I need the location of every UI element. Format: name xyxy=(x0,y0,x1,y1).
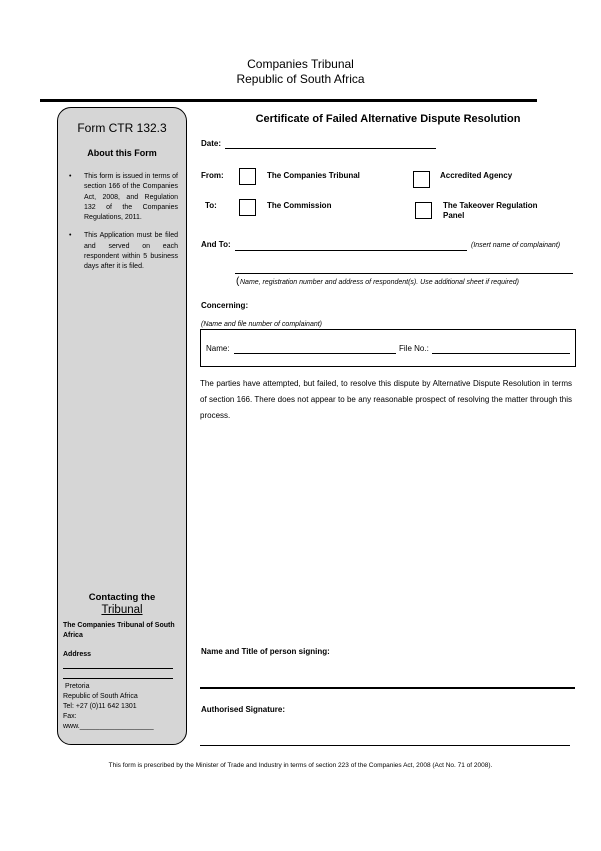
complainant-field[interactable] xyxy=(235,250,467,251)
and-to-label: And To: xyxy=(201,240,231,249)
signature-label: Authorised Signature: xyxy=(201,705,286,714)
address-line-1[interactable] xyxy=(63,668,173,669)
file-number-field[interactable] xyxy=(432,353,570,354)
signer-field[interactable] xyxy=(200,687,575,689)
sidebar-panel xyxy=(57,107,187,745)
to-option-commission: The Commission xyxy=(267,201,332,210)
respondent-field[interactable] xyxy=(235,273,573,274)
to-checkbox-commission[interactable] xyxy=(239,199,256,216)
address-label: Address xyxy=(63,651,92,658)
org-country: Republic of South Africa xyxy=(236,72,365,86)
about-item: • This Application must be filed and served on each respondent within 5 business days after it is filed. xyxy=(66,231,178,272)
date-label: Date: xyxy=(201,139,222,148)
form-number: Form CTR 132.3 xyxy=(77,121,167,135)
concerning-box xyxy=(200,329,576,367)
complainant-hint: (Insert name of complainant) xyxy=(471,242,561,249)
name-field[interactable] xyxy=(234,353,396,354)
signature-field[interactable] xyxy=(200,745,570,746)
file-number-label: File No.: xyxy=(399,344,429,353)
address-line-2[interactable] xyxy=(63,678,173,679)
date-field[interactable] xyxy=(225,148,436,149)
to-option-takeover-panel: The Takeover Regulation Panel xyxy=(443,201,538,220)
concerning-hint: (Name and file number of complainant) xyxy=(201,321,323,328)
from-option-tribunal: The Companies Tribunal xyxy=(267,171,360,180)
header-rule xyxy=(40,99,537,102)
contact-fax: Fax: xyxy=(63,713,77,720)
concerning-label: Concerning: xyxy=(201,301,249,310)
contact-tel: Tel: +27 (0)11 642 1301 xyxy=(63,703,137,710)
about-item: • This form is issued in terms of section 166 of the Companies Act, 2008, and Regulation 132 of the Companies Regulations, 2011. xyxy=(66,172,178,223)
signer-label: Name and Title of person signing: xyxy=(201,647,330,656)
about-heading: About this Form xyxy=(87,148,157,158)
certificate-body: The parties have attempted, but failed, to resolve this dispute by Alternative Dispute Resolution in terms of section 166. There does not appear to be any reasonable prospect of resolving the matter through this process. xyxy=(200,379,572,420)
from-checkbox-tribunal[interactable] xyxy=(239,168,256,185)
name-label: Name: xyxy=(206,344,230,353)
footer-note: This form is prescribed by the Minister of Trade and Industry in terms of section 223 of the Companies Act, 2008 (Act No. 71 of 2008). xyxy=(108,762,493,769)
respondent-hint: Name, registration number and address of respondent(s). Use additional sheet if required) xyxy=(240,279,519,286)
from-label: From: xyxy=(201,171,224,180)
org-name: Companies Tribunal xyxy=(247,57,354,71)
address-city: Pretoria xyxy=(65,683,90,690)
respondent-open-paren: ( xyxy=(236,276,240,287)
from-option-agency: Accredited Agency xyxy=(440,171,513,180)
address-country: Republic of South Africa xyxy=(63,693,138,700)
contact-heading: Contacting the xyxy=(88,592,156,603)
from-checkbox-agency[interactable] xyxy=(413,171,430,188)
about-list xyxy=(66,172,178,281)
to-checkbox-takeover-panel[interactable] xyxy=(415,202,432,219)
contact-tribunal: Tribunal xyxy=(101,604,143,616)
contact-web: www.___________________ xyxy=(63,723,154,730)
certificate-title: Certificate of Failed Alternative Dispute Resolution xyxy=(255,113,521,125)
contact-org: The Companies Tribunal of South Africa xyxy=(63,622,175,639)
to-label: To: xyxy=(205,201,217,210)
